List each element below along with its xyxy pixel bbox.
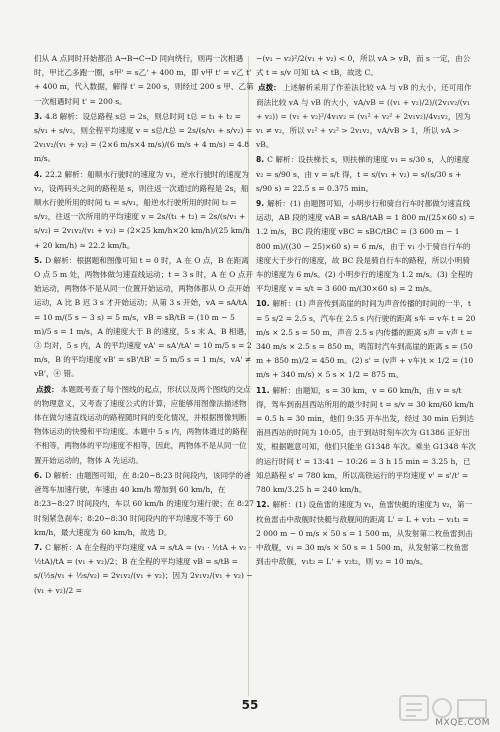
- tip-note: [256, 81, 476, 152]
- question-number: 6.: [34, 470, 43, 480]
- answer-item: [256, 297, 476, 382]
- tip-text: 上述解析采用了作差法比较 vA 与 vB 的大小，还可用作商法比较 vA 与 vB 的大小，vA/vB = ((v₁ + v₂)/2)/(2v₁v₂/(v₁ + v₂)) = (v₁ + v₂)²/4v₁v₂ = (v₁² + v₂² + 2v₁v₂)/4v₁v₂，因为 v₁ ≠ v₂，所以 v₁² + v₂² > 2v₁v₂，vA/vB > 1，所以 vA > vB。: [256, 83, 472, 150]
- answer-text: D 解析：根据题和图像可知 t = 0 时，A 在 O 点，B 在距离 O 点 5 m 处，两物体做匀速直线运动；t = 3 s 时，A 在 O 点开始运动，两物体不是从同一位置开始运动，两物体都从 O 点开始运动，A 比 B 迟 3 s 才开始运动；从第 3 s 开始，vA = sA/tA = 10 m/(5 s − 3 s) = 5 m/s，vB = sB/tB = (10 m − 5 m)/5 s = 1 m/s，A 的速度大于 B 的速度，5 s 末 A、B 相遇，③ 均对，5 s 内，A 的平均速度 vA' = sA'/tA' = 10 m/5 s = 2 m/s，B 的平均速度 vB' = sB'/tB' = 5 m/5 s = 1 m/s，vA' ≠ vB'，④ 错。: [34, 255, 253, 379]
- answer-text: 解析：由题知，s = 30 km，v = 60 km/h，由 v = s/t 得，驾车到南昌西站所用的最少时间 t = s/v = 30 km/60 km/h = 0.5 h = 30 min，他们 9:35 开车出发，经过 30 min 后到达南昌西站的时间为 10:05，由于到站时刻车次为 G1386 正好出发，根据题意可知，他们只能坐 G1348 车次。乘坐 G1348 车次的运行时间 t' = 13:41 − 10:26 = 3 h 15 min = 3.25 h，已知总路程 s' = 780 km，所以高铁运行的平均速度 v' = s'/t' = 780 km/3.25 h = 240 km/h。: [256, 385, 476, 495]
- answer-text: 4.8 解析：设总路程 s总 = 2s，则总时间 t总 = t₁ + t₂ = s/v₁ + s/v₂，则全程平均速度 v = s总/t总 = 2s/(s/v₁ + s/v₂) = 2v₁v₂/(v₁ + v₂) = (2×6 m/s×4 m/s)/(6 m/s + 4 m/s) = 4.8 m/s。: [34, 111, 253, 164]
- question-number: 11.: [256, 385, 270, 395]
- answer-item: [34, 168, 254, 253]
- tip-text: 本题既考查了每个图线的起点，形状以及两个图线的交点的物理意义，又考查了速度公式的计算，应能够用图像法描述物体在做匀速直线运动的路程随时间的变化情况，并根据图像判断物体运动的快慢和平均速度。本题中 5 s 内，两物体通过的路程不相等，两物体的平均速度不相等，因此，两物体不是从同一位置开始运动的，物体 A 先运动。: [34, 384, 251, 465]
- answer-item: [256, 197, 476, 296]
- question-number: 7.: [34, 542, 43, 552]
- answer-item: [256, 498, 476, 569]
- answer-text: 解析：(1) 声音传到高崖的时间为声音传播的时间的一半，t = 5 s/2 = 2.5 s，汽车在 2.5 s 内行驶的距离 s车 = v车 t = 20 m/s × 2.5 s = 50 m，声音 2.5 s 内传播的距离 s声 = v声 t = 340 m/s × 2.5 s = 850 m，鸣笛时汽车到高崖的距离 s = (50 m + 850 m)/2 = 450 m。(2) s' = (v声 + v车)t × 1/2 = (10 m/s + 340 m/s) × 5 s × 1/2 = 875 m。: [256, 299, 476, 380]
- right-column: [256, 52, 476, 570]
- question-number: 8.: [256, 155, 265, 165]
- page-number: 55: [241, 698, 259, 712]
- answer-text: C 解析：A 在全程的平均速度 vA = s/tA = (v₁ · ½tA + v₂ · ½tA)/tA = (v₁ + v₂)/2；B 在全程的平均速度 vB = s/tB = s/(½s/v₁ + ½s/v₂) = 2v₁v₂/(v₁ + v₂)；因为 2v₁v₂/(v₁ + v₂) − (v₁ + v₂)/2 =: [34, 542, 253, 595]
- question-number: 3.: [34, 111, 43, 121]
- tip-note: [34, 383, 254, 468]
- question-number: 10.: [256, 299, 270, 309]
- answer-item: [34, 110, 254, 167]
- left-column: [34, 52, 254, 599]
- answer-item: [34, 469, 254, 540]
- answer-text: 解析：(1) 由题图可知，小明步行和骑自行车时都做匀速直线运动，AB 段的速度 vAB = sAB/tAB = 1 800 m/(25×60 s) = 1.2 m/s，BC 段的速度 vBC = sBC/tBC = (3 600 m − 1 800 m)/((30 − 25)×60 s) = 6 m/s，由于 v₁ 小于骑自行车的速度大于步行的速度，故 BC 段是骑自行车的路程，所以小明骑车的速度为 6 m/s。(2) 小明步行的速度为 1.2 m/s。(3) 全程的平均速度 v = s/t = 3 600 m/(30×60 s) = 2 m/s。: [256, 199, 476, 294]
- question-number: 5.: [34, 255, 43, 265]
- answer-text: 解析：(1) 设鱼雷的速度为 v₁，鱼雷快艇的速度为 v₂，第一枚鱼雷击中敌舰时快艇与敌舰间的距离 L' = L + v₂t₁ − v₁t₁ = 2 000 m − 0 m/s × 50 s = 1 500 m，从发射第二枚鱼雷到击中敌舰，v₁ = 30 m/s × 50 s = 1 500 m，从发射第二枚鱼雷到击中敌舰，v₁t₂ = L' + v₂t₂，则 v₂ = 10 m/s。: [256, 500, 473, 567]
- answer-item: [256, 153, 476, 196]
- tip-label: 点拨：: [258, 83, 281, 93]
- answer-text: C 解析：设扶梯长 s，则扶梯的速度 v₁ = s/30 s，人的速度 v₂ = s/90 s，由 v = s/t 得，t = s/(v₁ + v₂) = s/(s/30 s + s/90 s) = 22.5 s = 0.375 min。: [256, 155, 470, 193]
- answer-text: D 解析：由题图可知，在 8:20~8:23 时间段内，该同学的爸爸驾车加速行驶，车速由 40 km/h 增加到 60 km/h，在 8:23~8:27 时间段内，车以 60 km/h 的速度匀速行驶；在 8:27 时刻紧急刹车；8:20~8:30 时间段内的平均速度不等于 60 km/h，最大速度为 60 km/h，故选 D。: [34, 470, 255, 537]
- question-number: 9.: [256, 199, 265, 209]
- answer-text: 22.2 解析：船顺水行驶时的速度为 v₁，逆水行驶时的速度为 v₂，设两码头之间的路程是 s，则往返一次通过的路程是 2s，船顺水行驶所用的时间 t₁ = s/v₁，船逆水行驶所用的时间 t₂ = s/v₂，往返一次所用的平均速度 v = 2s/(t₁ + t₂) = 2s/(s/v₁ + s/v₂) = 2v₁v₂/(v₁ + v₂) = (2×25 km/h×20 km/h)/(25 km/h + 20 km/h) ≈ 22.2 km/h。: [34, 169, 250, 250]
- answer-item: [34, 541, 254, 598]
- watermark-text: MXQE.COM: [435, 718, 490, 728]
- answer-item: [256, 384, 476, 498]
- question-number: 12.: [256, 500, 270, 510]
- continued-text: 们从 A 点同时开始都沿 A→B→C→D 同向绕行，则再一次相遇时，甲比乙多跑一圈，s甲' = s乙' + 400 m，即 v甲 t' = v乙 t' + 400 m，代入数据，解得 t' = 200 s，则经过 200 s 甲、乙第一次相遇时间 t' = 200 s。: [34, 54, 254, 106]
- question-number: 4.: [34, 169, 43, 179]
- continued-text: −(v₁ − v₂)²/2(v₁ + v₂) < 0，所以 vA > vB，而 s 一定，由公式 t = s/v 可知 tA < tB，故选 C。: [256, 54, 471, 78]
- tip-label: 点拨：: [36, 384, 59, 394]
- answer-item: [34, 254, 254, 382]
